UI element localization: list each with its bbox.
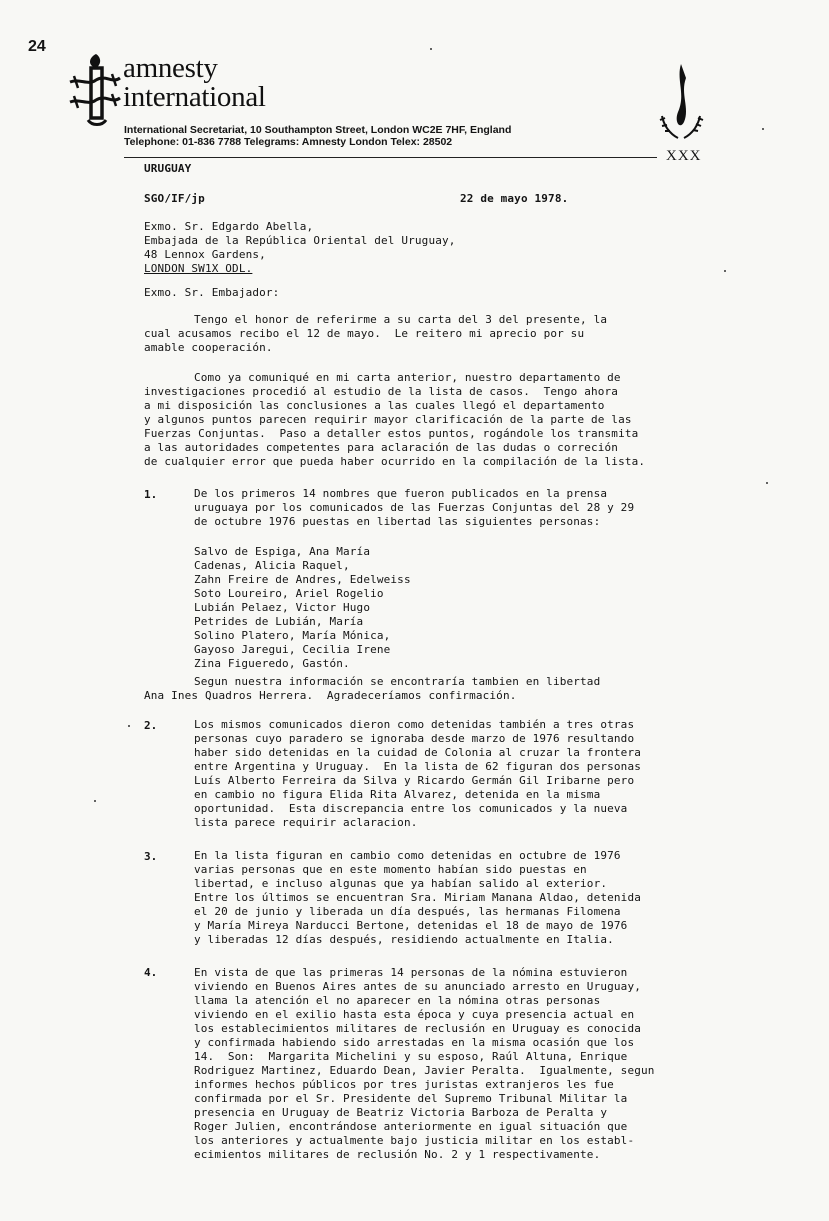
paragraph-2 — [144, 371, 645, 469]
item-line: en cambio no figura Elida Rita Alvarez, detenida en la misma — [194, 788, 601, 801]
item-line: presencia en Uruguay de Beatriz Victoria Barboza de Peralta y — [194, 1106, 608, 1119]
item-line: En la lista figuran en cambio como detenidas en octubre de 1976 — [194, 849, 621, 862]
item-3-text — [194, 849, 641, 947]
amnesty-candle-logo — [66, 50, 124, 132]
scan-speck — [94, 800, 96, 802]
list-item: Zina Figueredo, Gastón. — [194, 657, 350, 670]
item-line: Segun nuestra información se encontraría tambien en libertad — [194, 675, 601, 688]
item-line: Roger Julien, encontrándose anteriormente en igual situación que — [194, 1120, 628, 1133]
scan-speck — [766, 482, 768, 484]
item-line: llama la atención el no aparecer en la nómina otras personas — [194, 994, 601, 1007]
item-line: lista parece requirir aclaracion. — [194, 816, 418, 829]
item-line: personas cuyo paradero se ignoraba desde marzo de 1976 resultando — [194, 732, 635, 745]
recipient-city: LONDON SW1X ODL. — [144, 262, 253, 275]
item-number-4: 4. — [144, 966, 158, 979]
item-line: haber sido detenidas en la cuidad de Colonia al cruzar la frontera — [194, 746, 641, 759]
scan-speck — [128, 725, 130, 727]
item-line: confirmada por el Sr. Presidente del Supremo Tribunal Militar la — [194, 1092, 628, 1105]
item-line: el 20 de junio y liberada un día después, las hermanas Filomena — [194, 905, 621, 918]
address-line: International Secretariat, 10 Southampton Street, London WC2E 7HF, England — [124, 124, 512, 136]
item-line: Ana Ines Quadros Herrera. Agradeceríamos confirmación. — [144, 689, 517, 702]
item-line: ecimientos militares de reclusión No. 2 y 1 respectivamente. — [194, 1148, 601, 1161]
list-item: Soto Loureiro, Ariel Rogelio — [194, 587, 384, 600]
paragraph-line: amable cooperación. — [144, 341, 273, 354]
list-item: Petrides de Lubián, María — [194, 615, 364, 628]
item-line: los establecimientos militares de reclusión en Uruguay es conocida — [194, 1022, 641, 1035]
country-label: URUGUAY — [144, 162, 192, 175]
item-line: oportunidad. Esta discrepancia entre los comunicados y la nueva — [194, 802, 628, 815]
item-number-3: 3. — [144, 850, 158, 863]
page-number: 24 — [28, 38, 46, 55]
scan-speck — [430, 48, 432, 50]
scan-speck — [724, 270, 726, 272]
list-item: Cadenas, Alicia Raquel, — [194, 559, 350, 572]
paragraph-line: Como ya comuniqué en mi carta anterior, nuestro departamento de — [194, 371, 621, 384]
item-line: de octubre 1976 puestas en libertad las siguientes personas: — [194, 515, 601, 528]
item-line: y confirmada habiendo sido arrestadas en la misma ocasión que los — [194, 1036, 635, 1049]
item-line: y María Mireya Narducci Bertone, detenidas el 18 de mayo de 1976 — [194, 919, 628, 932]
item-line: viviendo en Buenos Aires antes de su anunciado arresto en Uruguay, — [194, 980, 641, 993]
item-line: libertad, e incluso algunas que ya habían salido al exterior. — [194, 877, 608, 890]
item-line: los anteriores y actualmente bajo justicia militar en los establ- — [194, 1134, 635, 1147]
salutation: Exmo. Sr. Embajador: — [144, 286, 280, 299]
paragraph-1 — [144, 313, 607, 355]
item-line: 14. Son: Margarita Michelini y su esposo, Raúl Altuna, Enrique — [194, 1050, 628, 1063]
org-name-line1: amnesty — [123, 52, 218, 84]
reference-code: SGO/IF/jp — [144, 192, 205, 205]
item-line: uruguaya por los comunicados de las Fuerzas Conjuntas del 28 y 29 — [194, 501, 635, 514]
recipient-embassy: Embajada de la República Oriental del Uruguay, — [144, 234, 456, 247]
paragraph-line: investigaciones procedió al estudio de la lista de casos. Tengo ahora — [144, 385, 619, 398]
list-item: Salvo de Espiga, Ana María — [194, 545, 371, 558]
released-names-list — [194, 545, 411, 671]
item-line: Entre los últimos se encuentran Sra. Miriam Manana Aldao, detenida — [194, 891, 641, 904]
item-line: varias personas que en este momento habían sido puestas en — [194, 863, 587, 876]
paragraph-line: Tengo el honor de referirme a su carta del 3 del presente, la — [194, 313, 608, 326]
letter-date: 22 de mayo 1978. — [460, 192, 569, 205]
item-line: informes hechos públicos por tres juristas extranjeros les fue — [194, 1078, 614, 1091]
item-line: En vista de que las primeras 14 personas de la nómina estuvieron — [194, 966, 628, 979]
paragraph-line: cual acusamos recibo el 12 de mayo. Le reitero mi aprecio por su — [144, 327, 585, 340]
anniversary-flame-emblem — [650, 60, 712, 152]
recipient-name: Exmo. Sr. Edgardo Abella, — [144, 220, 314, 233]
paragraph-line: de cualquier error que pueda haber ocurrido en la compilación de la lista. — [144, 455, 646, 468]
recipient-street: 48 Lennox Gardens, — [144, 248, 266, 261]
scan-speck — [762, 128, 764, 130]
item-1-text — [194, 487, 634, 529]
header-rule — [124, 157, 657, 158]
paragraph-line: a mi disposición las conclusiones a las cuales llegó el departamento — [144, 399, 605, 412]
item-line: Rodriguez Martinez, Eduardo Dean, Javier Peralta. Igualmente, segun — [194, 1064, 655, 1077]
item-line: Los mismos comunicados dieron como detenidas también a tres otras — [194, 718, 635, 731]
list-item: Gayoso Jaregui, Cecilia Irene — [194, 643, 391, 656]
paragraph-line: Fuerzas Conjuntas. Paso a detaller estos puntos, rogándole los transmita — [144, 427, 639, 440]
list-item: Lubián Pelaez, Victor Hugo — [194, 601, 371, 614]
item-line: Luís Alberto Ferreira da Silva y Ricardo Germán Gil Iribarne pero — [194, 774, 635, 787]
item-4-text — [194, 966, 655, 1162]
item-line: viviendo en el exilio hasta esta época y cuya presencia actual en — [194, 1008, 635, 1021]
contact-line: Telephone: 01-836 7788 Telegrams: Amnesty London Telex: 28502 — [124, 136, 453, 148]
item-2-text — [194, 718, 641, 830]
recipient-block — [144, 220, 456, 276]
paragraph-line: y algunos puntos parecen requirir mayor clarificación de la parte de las — [144, 413, 632, 426]
list-item: Solino Platero, María Mónica, — [194, 629, 391, 642]
item-line: De los primeros 14 nombres que fueron publicados en la prensa — [194, 487, 608, 500]
anniversary-mark: XXX — [666, 148, 702, 164]
org-name-line2: international — [123, 81, 266, 113]
item-line: y liberadas 12 días después, residiendo actualmente en Italia. — [194, 933, 614, 946]
item-line: entre Argentina y Uruguay. En la lista de 62 figuran dos personas — [194, 760, 641, 773]
item-number-1: 1. — [144, 488, 158, 501]
paragraph-line: a las autoridades competentes para aclaración de las dudas o correción — [144, 441, 619, 454]
list-item: Zahn Freire de Andres, Edelweiss — [194, 573, 411, 586]
item-number-2: 2. — [144, 719, 158, 732]
